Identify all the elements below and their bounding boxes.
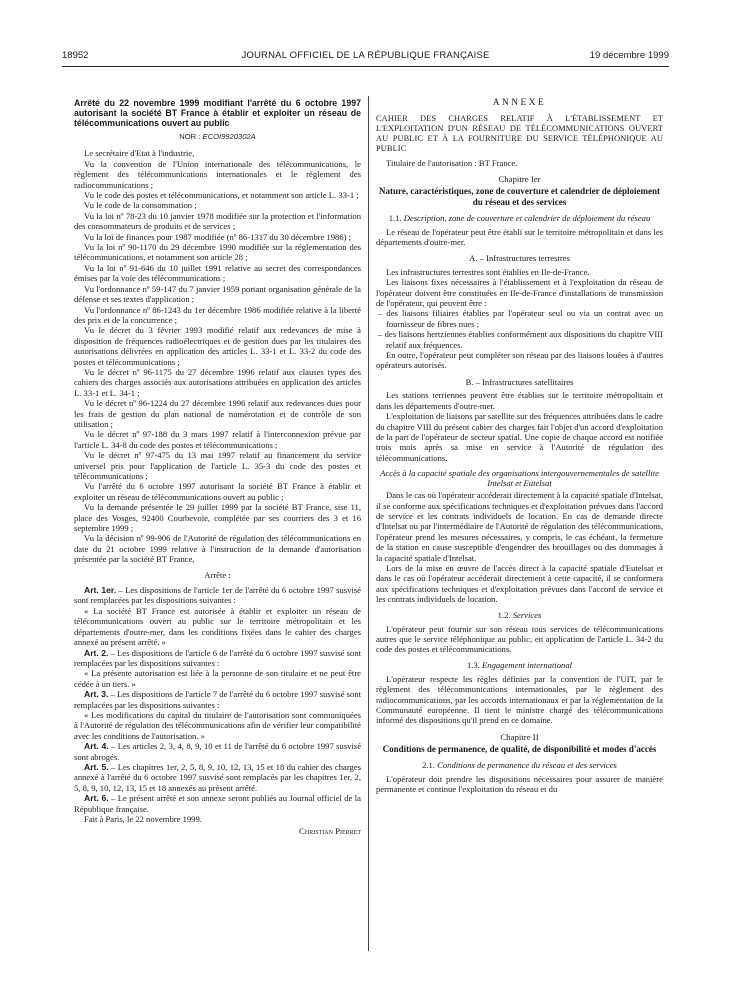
column-divider (368, 96, 369, 951)
publication-date: 19 décembre 1999 (589, 50, 669, 61)
section-1-2-title: Services (512, 609, 542, 620)
article-paragraph (74, 648, 361, 669)
chapter-2-heading: Chapitre II (500, 731, 539, 742)
acces-paragraph-2: Lors de la mise en œuvre de l'accès direct à la capacité spatiale d'Eutelsat et dans le cas où l'opérateur accéderait directement à cette capacité, il se conformera aux spécifications techniques et d'exploitation prévues dans l'accord de service et les contrats individuels de location. (376, 562, 663, 605)
article-text: – Les dispositions de l'article 6 de l'arrêté du 6 octobre 1997 susvisé sont remplacées par les dispositions suivantes : (74, 647, 362, 668)
signature: Christian Pierret (299, 826, 361, 837)
article-text: – Le présent arrêté et son annexe seront publiés au Journal officiel de la République française. (74, 793, 361, 814)
article-label: Art. 2. (84, 647, 109, 658)
article-text: – Les dispositions de l'article 1er de l'arrêté du 6 octobre 1997 susvisé sont remplacées par les dispositions suivantes : (74, 585, 361, 606)
section-a-paragraph-1: Les infrastructures terrestres sont établies en Ile-de-France. (386, 266, 590, 277)
arrete-heading: Arrête : (204, 569, 231, 580)
page-header (62, 50, 669, 64)
section-2-1-title: Conditions de permanence du réseau et des services (437, 759, 617, 770)
section-1-3-heading (376, 660, 663, 670)
article-paragraph (74, 689, 361, 710)
fait-a-paris: Fait à Paris, le 22 novembre 1999. (84, 814, 202, 824)
preamble-paragraph: Vu la convention de l'Union internationale des télécommunications, le règlement des télécommunications internationales et le règlement des radiocommunications ; (74, 158, 361, 190)
section-a-list (376, 308, 663, 350)
article-paragraph (74, 762, 361, 793)
preamble-paragraph: Vu le décret nº 97-188 du 3 mars 1997 relatif à l'interconnexion prévue par l'article L. 34-8 du code des postes et télécommunications ; (74, 429, 361, 450)
section-1-1-title: Description, zone de couverture et calendrier de déploiement du réseau (403, 212, 651, 223)
section-2-1-heading (376, 760, 663, 770)
section-b-paragraph-2: L'exploitation de liaisons par satellite sur des fréquences attribuées dans le cadre du chapitre VIII du présent cahier des charges fait l'objet d'un accord d'exploitation de la part de l'opérateur de secteur spatial. Une copie de chaque accord est notifiée trois mois après sa mise en service à l'Autorité de régulation des télécommunications. (376, 411, 663, 463)
article-quote: « Les modifications du capital du titulaire de l'autorisation sont communiquées à l'Autorité de régulation des télécommunications afin de vérifier leur compatibilité avec les conditions de l'autorisation. » (74, 709, 361, 741)
article-paragraph (74, 585, 361, 606)
preamble-paragraph: Vu le code des postes et télécommunications, et notamment son article L. 33-1 ; (84, 190, 359, 201)
article-quote: « La société BT France est autorisée à établir et exploiter un réseau de télécommunications ouvert au public sur le territoire métropolitain et les départements d'outre-mer, dans les conditions fixées dans le cahier des charges annexé au présent arrêté. » (74, 605, 361, 648)
nor-label: NOR : (179, 132, 201, 141)
article-text: – Les articles 2, 3, 4, 8, 9, 10 et 11 de l'arrêté du 6 octobre 1997 susvisé sont abrogés. (74, 741, 362, 762)
right-column (376, 98, 663, 795)
chapter-1-heading: Chapitre Ier (498, 174, 541, 184)
preamble-paragraph: Vu l'arrêté du 6 octobre 1997 autorisant la société BT France à établir et exploiter un réseau de télécommunications ouvert au public ; (74, 481, 361, 502)
section-b-paragraph-1: Les stations terriennes peuvent être établies sur le territoire métropolitain et dans les départements d'outre-mer. (376, 390, 663, 411)
annexe-heading: ANNEXE (492, 98, 547, 108)
page-number: 18952 (62, 50, 89, 61)
preamble-paragraph: Vu le décret nº 96-1175 du 27 décembre 1996 relatif aux clauses types des cahiers des charges associés aux autorisations attribuées en application des articles L. 33-1 et L. 34-1 ; (74, 366, 361, 398)
preamble-paragraph: Vu l'ordonnance nº 59-147 du 7 janvier 1959 portant organisation générale de la défense et ses textes d'application ; (74, 283, 361, 305)
titulaire: Titulaire de l'autorisation : BT France. (386, 157, 518, 168)
article-label: Art. 1er. (84, 585, 117, 596)
article-label: Art. 4. (84, 741, 109, 752)
preamble-paragraph: Vu le décret nº 97-475 du 13 mai 1997 relatif au financement du service universel pris pour l'application de l'article L. 35-3 du code des postes et télécommunications ; (74, 450, 361, 481)
section-1-3-title: Engagement international (482, 659, 573, 670)
preamble (74, 148, 361, 564)
section-b-heading: B. – Infrastructures satellitaires (465, 376, 574, 387)
articles (74, 585, 361, 814)
chapter-2-title: Conditions de permanence, de qualité, de disponibilité et modes d'accès (382, 744, 657, 755)
section-a-paragraph-2: Les liaisons fixes nécessaires à l'établissement et à l'exploitation du réseau de l'opérateur doivent être constituées en Ile-de-France d'installations de transmission de l'opérateur, qui peuvent être : (376, 277, 663, 309)
article-text: – Les chapitres 1er, 2, 5, 8, 9, 10, 12, 13, 15 et 18 du cahier des charges annexé à l'arrêté du 6 octobre 1997 susvisé sont remplacés par les chapitres 1er, 2, 5, 8, 9, 10, 12, 13, 15 et 18 annexés au présent arrêté. (74, 761, 361, 793)
article-paragraph (74, 741, 361, 762)
article-label: Art. 5. (84, 761, 109, 772)
article-label: Art. 3. (84, 689, 109, 700)
list-item: – des liaisons hertziennes établies conformément aux dispositions du chapitre VIII relatif aux fréquences. (378, 329, 663, 350)
section-1-2-heading (376, 610, 663, 620)
section-1-3-paragraph: L'opérateur respecte les règles définies par la convention de l'UIT, par le règlement des télécommunications internationales, par le règlement des radiocommunications, par les accords internationaux et par la réglementation de la Communauté européenne. Il tient le ministre chargé des télécommunications informé des dispositions qu'il prend en ce domaine. (376, 673, 663, 726)
decree-title: Arrêté du 22 novembre 1999 modifiant l'arrêté du 6 octobre 1997 autorisant la société BT France à établir et exploiter un réseau de télécommunications ouvert au public (74, 98, 361, 128)
section-1-1-paragraph: Le réseau de l'opérateur peut être établi sur le territoire métropolitain et dans les départements d'outre-mer. (376, 226, 663, 247)
nor-code: ECOI9920302A (202, 132, 256, 141)
article-paragraph (74, 793, 361, 814)
section-1-1-number: 1.1. (388, 212, 402, 223)
article-text: – Les dispositions de l'article 7 de l'arrêté du 6 octobre 1997 susvisé sont remplacées par les dispositions suivantes : (74, 689, 362, 710)
preamble-paragraph: Vu la décision nº 99-906 de l'Autorité de régulation des télécommunications en date du 21 octobre 1999 relative à l'instruction de la demande d'autorisation présentée par la société BT France, (74, 533, 361, 565)
section-a-heading: A. – Infrastructures terrestres (469, 253, 570, 264)
chapter-1-title: Nature, caractéristiques, zone de couverture et calendrier de déploiement du réseau et des services (379, 186, 660, 207)
section-1-2-number: 1.2. (497, 609, 511, 620)
header-rule (62, 66, 669, 67)
section-a-paragraph-3: En outre, l'opérateur peut compléter son réseau par des liaisons louées à d'autres opérateurs autorisés. (376, 350, 663, 371)
section-1-3-number: 1.3. (466, 659, 480, 670)
preamble-paragraph: Vu la loi de finances pour 1987 modifiée (nº 86-1317 du 30 décembre 1986) ; (84, 231, 352, 242)
preamble-paragraph: Vu l'ordonnance nº 86-1243 du 1er décembre 1986 modifiée relative à la liberté des prix et de la concurrence ; (74, 304, 361, 325)
acces-heading: Accès à la capacité spatiale des organisations intergouvernementales de satellite Intelsat et Eutelsat (380, 468, 659, 489)
list-item: – des liaisons filiaires établies par l'opérateur seul ou via un contrat avec un fournisseur de fibres nues ; (378, 308, 663, 329)
journal-title: JOURNAL OFFICIEL DE LA RÉPUBLIQUE FRANÇAISE (241, 50, 490, 61)
section-2-1-paragraph: L'opérateur doit prendre les dispositions nécessaires pour assurer de manière permanente et continue l'exploitation du réseau et du (376, 773, 663, 795)
preamble-paragraph: Vu la demande présentée le 29 juillet 1999 par la société BT France, sise 11, place des Vosges, 92400 Courbevoie, complétée par ses courriers des 3 et 16 septembre 1999 ; (74, 502, 361, 534)
preamble-paragraph: Vu la loi nº 78-23 du 10 janvier 1978 modifiée sur la protection et l'information des consommateurs de produits et de services ; (74, 210, 361, 232)
preamble-paragraph: Vu la loi nº 90-1170 du 29 décembre 1990 modifiée sur la réglementation des télécommunications, et notamment son article 28 ; (74, 242, 361, 263)
section-1-1-heading (376, 213, 663, 223)
preamble-paragraph: Vu le décret du 3 février 1993 modifié relatif aux redevances de mise à disposition de fréquences radioélectriques et de gestion dues par les titulaires des autorisations délivrées en application des articles L. 33-1 et L. 33-2 du code des postes et télécommunications ; (74, 325, 361, 367)
article-label: Art. 6. (84, 793, 109, 804)
preamble-paragraph: Le secrétaire d'Etat à l'industrie, (84, 148, 195, 159)
section-1-2-paragraph: L'opérateur peut fournir sur son réseau tous services de télécommunications autres que le service téléphonique au public, en application de l'article L. 34-2 du code des postes et télécommunications. (376, 623, 663, 655)
section-2-1-number: 2.1. (422, 759, 435, 770)
preamble-paragraph: Vu le décret nº 96-1224 du 27 décembre 1996 relatif aux redevances dues pour les frais de gestion du plan national de numérotation et de contrôle de son utilisation ; (74, 398, 361, 429)
left-column (74, 98, 361, 837)
cahier-title: CAHIER DES CHARGES RELATIF À L'ÉTABLISSEMENT ET L'EXPLOITATION D'UN RÉSEAU DE TÉLÉCOMMUNICATIONS OUVERT AU PUBLIC ET À LA FOURNITURE DU SERVICE TÉLÉPHONIQUE AU PUBLIC (376, 114, 663, 153)
acces-paragraph-1: Dans le cas où l'opérateur accéderait directement à la capacité spatiale d'Intelsat, il se conforme aux spécifications techniques et d'exploitation prévues dans l'accord de service et les contrats individuels de location. En cas de demande directe d'Intelsat ou par l'intermédiaire de l'Autorité de régulation des télécommunications, l'opérateur prend les mesures nécessaires, y compris, le cas échéant, la fermeture de la station en cause susceptible d'engendrer des brouillages ou des dommages à la capacité spatiale d'Intelsat. (376, 490, 663, 563)
preamble-paragraph: Vu la loi nº 91-646 du 10 juillet 1991 relative au secret des correspondances émises par la voie des télécommunications ; (74, 262, 361, 284)
article-quote: « La présente autorisation est liée à la personne de son titulaire et ne peut être cédée à un tiers. » (74, 668, 361, 689)
nor-reference (74, 132, 361, 142)
preamble-paragraph: Vu le code de la consommation ; (84, 200, 197, 211)
